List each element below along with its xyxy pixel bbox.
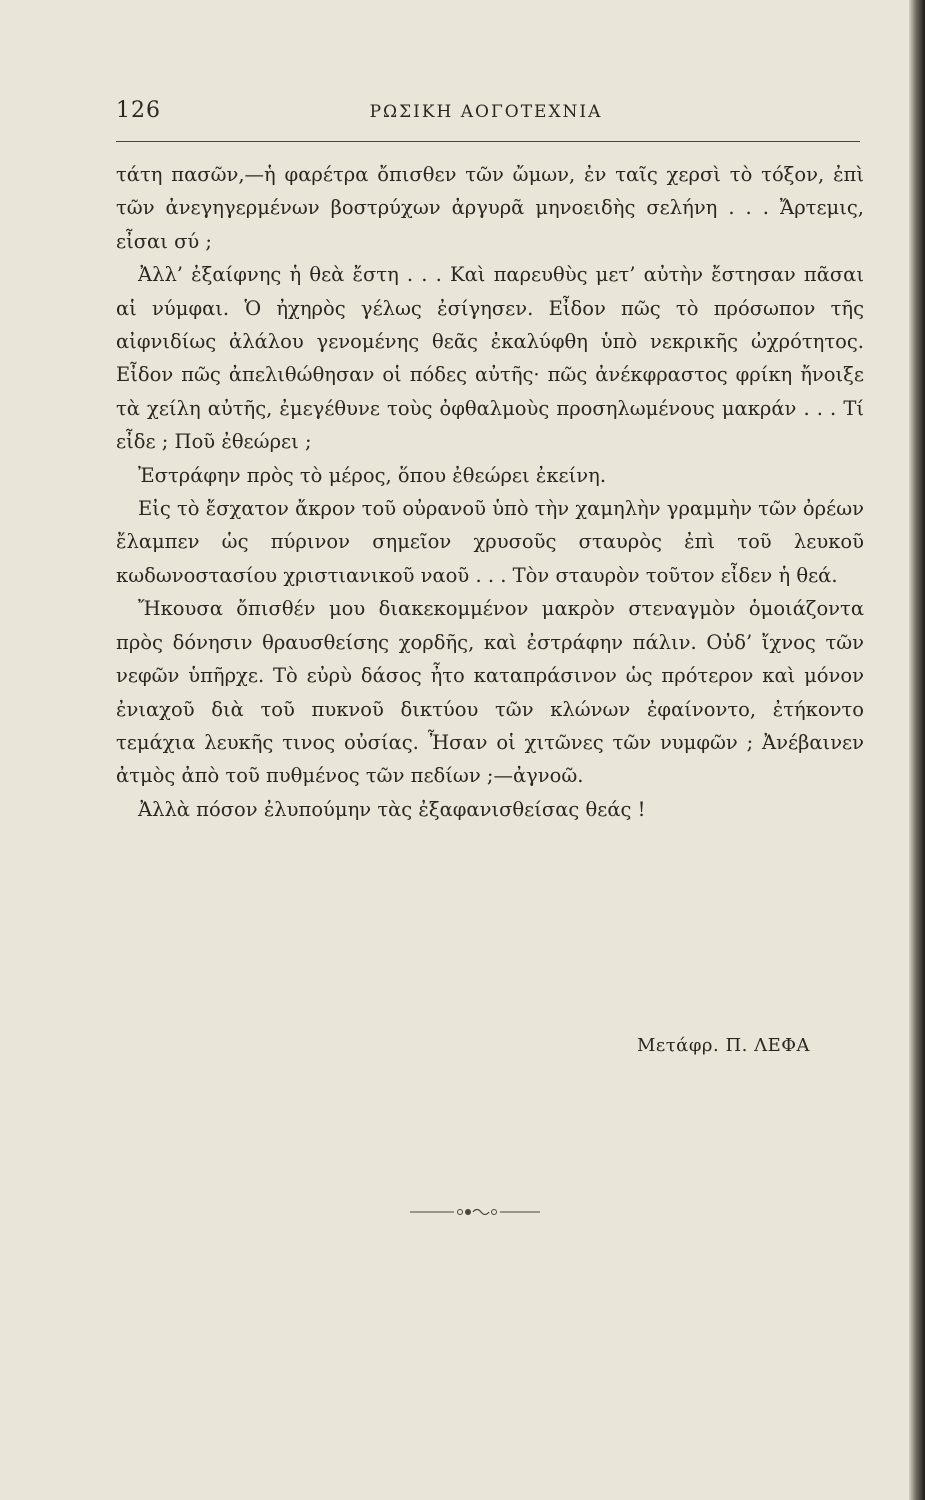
paragraph: Ἐστράφην πρὸς τὸ μέρος, ὅπου ἐθεώρει ἐκείνη. xyxy=(138,463,607,487)
paragraph: τάτη πασῶν,—ἡ φαρέτρα ὄπισθεν τῶν ὤμων, ἐν ταῖς χερσὶ τὸ τόξον, ἐπὶ τῶν ἀνεγηγερμένων βοστρύχων ἀργυρᾶ μηνοειδὴς σελήνη . . . Ἄρτεμις, εἶσαι σύ ; xyxy=(116,163,864,253)
running-title: ΡΩΣΙΚΗ ΑΟΓΟΤΕΧΝΙΑ xyxy=(369,102,603,122)
paragraph: Εἰς τὸ ἔσχατον ἄκρον τοῦ οὐρανοῦ ὑπὸ τὴν χαμηλὴν γραμμὴν τῶν ὀρέων ἔλαμπεν ὡς πύρινον σημεῖον χρυσοῦς σταυρὸς ἐπὶ τοῦ λευκοῦ κωδωνοστασίου χριστιανικοῦ ναοῦ . . . Τὸν σταυρὸν τοῦτον εἶδεν ἡ θεά. xyxy=(116,497,864,587)
decorative-tailpiece-icon xyxy=(410,1203,540,1215)
body-text xyxy=(116,158,864,826)
paragraph: Ἀλλὰ πόσον ἐλυπούμην τὰς ἐξαφανισθείσας θεάς ! xyxy=(138,797,646,821)
header-rule xyxy=(116,141,860,142)
page-number: 126 xyxy=(116,98,161,123)
paragraph: Ἤκουσα ὄπισθέν μου διακεκομμένον μακρὸν στεναγμὸν ὁμοιάζοντα πρὸς δόνησιν θραυσθείσης χορδῆς, καὶ ἐστράφην πάλιν. Οὐδ’ ἴχνος τῶν νεφῶν ὑπῆρχε. Τὸ εὐρὺ δάσος ἦτο καταπράσινον ὡς πρότερον καὶ μόνον ἐνιαχοῦ διὰ τοῦ πυκνοῦ δικτύου τῶν κλώνων ἐφαίνοντο, ἐτήκοντο τεμάχια λευκῆς τινος οὐσίας. Ἦσαν οἱ χιτῶνες τῶν νυμφῶν ; Ἀνέβαινεν ἀτμὸς ἀπὸ τοῦ πυθμένος τῶν πεδίων ;—ἀγνοῶ. xyxy=(116,597,864,788)
page-edge-shadow xyxy=(909,0,925,1500)
paragraph: Ἀλλ’ ἐξαίφνης ἡ θεὰ ἔστη . . . Καὶ παρευθὺς μετ’ αὐτὴν ἔστησαν πᾶσαι αἱ νύμφαι. Ὁ ἠχηρὸς γέλως ἐσίγησεν. Εἶδον πῶς τὸ πρόσωπον τῆς αἰφνιδίως ἀλάλου γενομένης θεᾶς ἐκαλύφθη ὑπὸ νεκρικῆς ὠχρότητος. Εἶδον πῶς ἀπελιθώθησαν οἱ πόδες αὐτῆς· πῶς ἀνέκφραστος φρίκη ἤνοιξε τὰ χείλη αὐτῆς, ἐμεγέθυνε τοὺς ὀφθαλμοὺς προσηλωμένους μακράν . . . Τί εἶδε ; Ποῦ ἐθεώρει ; xyxy=(116,263,864,454)
translator-signature: Μετάφρ. Π. ΛΕΦΑ xyxy=(636,1035,810,1056)
page-header xyxy=(116,98,856,132)
